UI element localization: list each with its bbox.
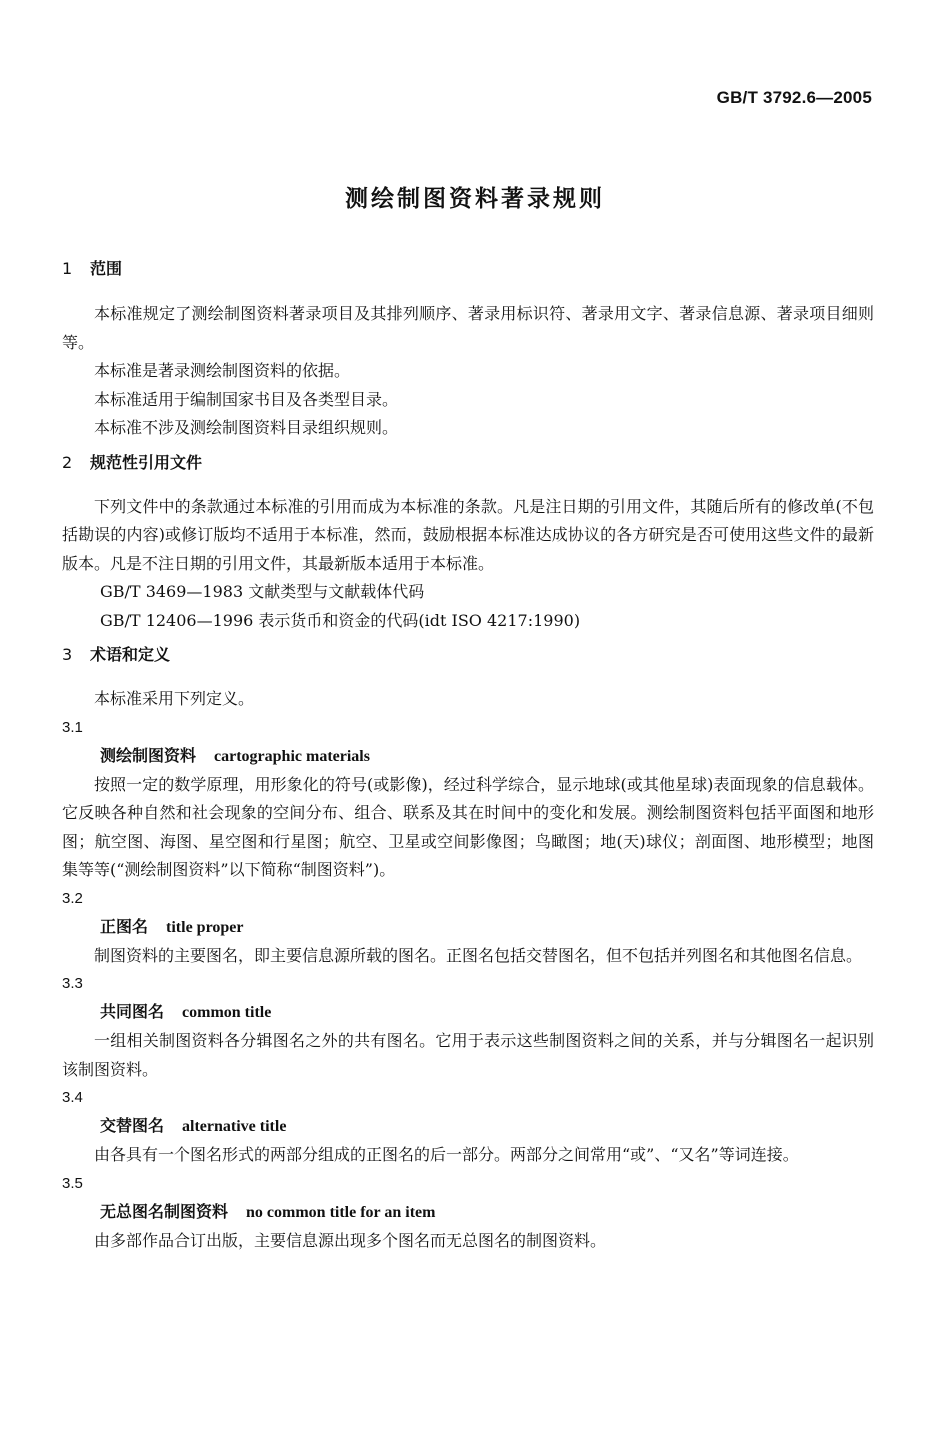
term-number: 3.1	[62, 718, 83, 736]
paragraph: 本标准规定了测绘制图资料著录项目及其排列顺序、著录用标识符、著录用文字、著录信息源、著录项目细则等。	[62, 304, 874, 352]
section-title: 规范性引用文件	[90, 452, 203, 472]
section-number: 2	[62, 452, 73, 472]
term-chinese: 共同图名	[100, 1002, 165, 1021]
term-number: 3.2	[62, 889, 83, 907]
term-3-4	[62, 1084, 874, 1170]
term-chinese: 无总图名制图资料	[100, 1201, 229, 1221]
document-title: 测绘制图资料著录规则	[345, 186, 605, 212]
paragraph: 本标准不涉及测绘制图资料目录组织规则。	[94, 418, 399, 437]
paragraph: 本标准是著录测绘制图资料的依据。	[94, 361, 351, 380]
term-chinese: 正图名	[100, 916, 149, 936]
term-heading	[62, 998, 874, 1027]
term-english: alternative title	[182, 1118, 287, 1135]
paragraph: 本标准适用于编制国家书目及各类型目录。	[94, 389, 399, 409]
term-definition: 由多部作品合订出版，主要信息源出现多个图名而无总图名的制图资料。	[94, 1230, 607, 1250]
term-english: cartographic materials	[214, 747, 370, 765]
term-definition: 制图资料的主要图名，即主要信息源所载的图名。正图名包括交替图名，但不包括并列图名和其他图名信息。	[94, 945, 863, 965]
term-3-1	[62, 714, 874, 885]
term-chinese: 测绘制图资料	[100, 745, 197, 765]
term-english: no common title for an item	[246, 1203, 436, 1221]
paragraph: 本标准采用下列定义。	[94, 689, 255, 708]
term-number: 3.4	[62, 1089, 83, 1106]
term-definition: 按照一定的数学原理，用形象化的符号(或影像)，经过科学综合，显示地球(或其他星球)表面现象的信息载体。它反映各种自然和社会现象的空间分布、组合、联系及其在时间中的变化和发展。测绘制图资料包括平面图和地形图；航空图、海图、星空图和行星图；航空、卫星或空间影像图；鸟瞰图；地(天)球仪；剖面图、地形模型；地图集等等(“测绘制图资料”以下简称“制图资料”)。	[62, 774, 874, 879]
term-chinese: 交替图名	[100, 1116, 165, 1135]
section-2-heading	[62, 449, 874, 477]
term-number: 3.5	[62, 1174, 83, 1192]
term-definition: 由各具有一个图名形式的两部分组成的正图名的后一部分。两部分之间常用“或”、“又名”等词连接。	[94, 1145, 799, 1164]
section-number: 3	[62, 645, 73, 664]
section-title: 术语和定义	[90, 645, 171, 664]
section-3-heading	[62, 641, 874, 669]
normative-reference: GB/T 12406—1996 表示货币和资金的代码(idt ISO 4217:1990)	[100, 610, 581, 630]
document-body	[62, 255, 874, 1255]
standard-code: GB/T 3792.6—2005	[716, 88, 872, 107]
term-heading	[62, 1112, 874, 1141]
term-number: 3.3	[62, 975, 83, 992]
term-english: title proper	[166, 918, 244, 936]
paragraph: 下列文件中的条款通过本标准的引用而成为本标准的条款。凡是注日期的引用文件，其随后所有的修改单(不包括勘误的内容)或修订版均不适用于本标准，然而，鼓励根据本标准达成协议的各方研究是否可使用这些文件的最新版本。凡是不注日期的引用文件，其最新版本适用于本标准。	[62, 496, 874, 573]
term-definition: 一组相关制图资料各分辑图名之外的共有图名。它用于表示这些制图资料之间的关系，并与分辑图名一起识别该制图资料。	[62, 1031, 874, 1079]
term-3-5	[62, 1170, 874, 1256]
term-english: common title	[182, 1004, 272, 1021]
term-heading	[62, 742, 874, 771]
term-heading	[62, 1198, 874, 1227]
normative-reference: GB/T 3469—1983 文献类型与文献载体代码	[100, 582, 425, 601]
term-3-3	[62, 970, 874, 1084]
section-number: 1	[62, 259, 73, 278]
section-title: 范围	[90, 259, 123, 278]
term-heading	[62, 913, 874, 942]
term-3-2	[62, 885, 874, 971]
section-1-heading	[62, 255, 874, 283]
